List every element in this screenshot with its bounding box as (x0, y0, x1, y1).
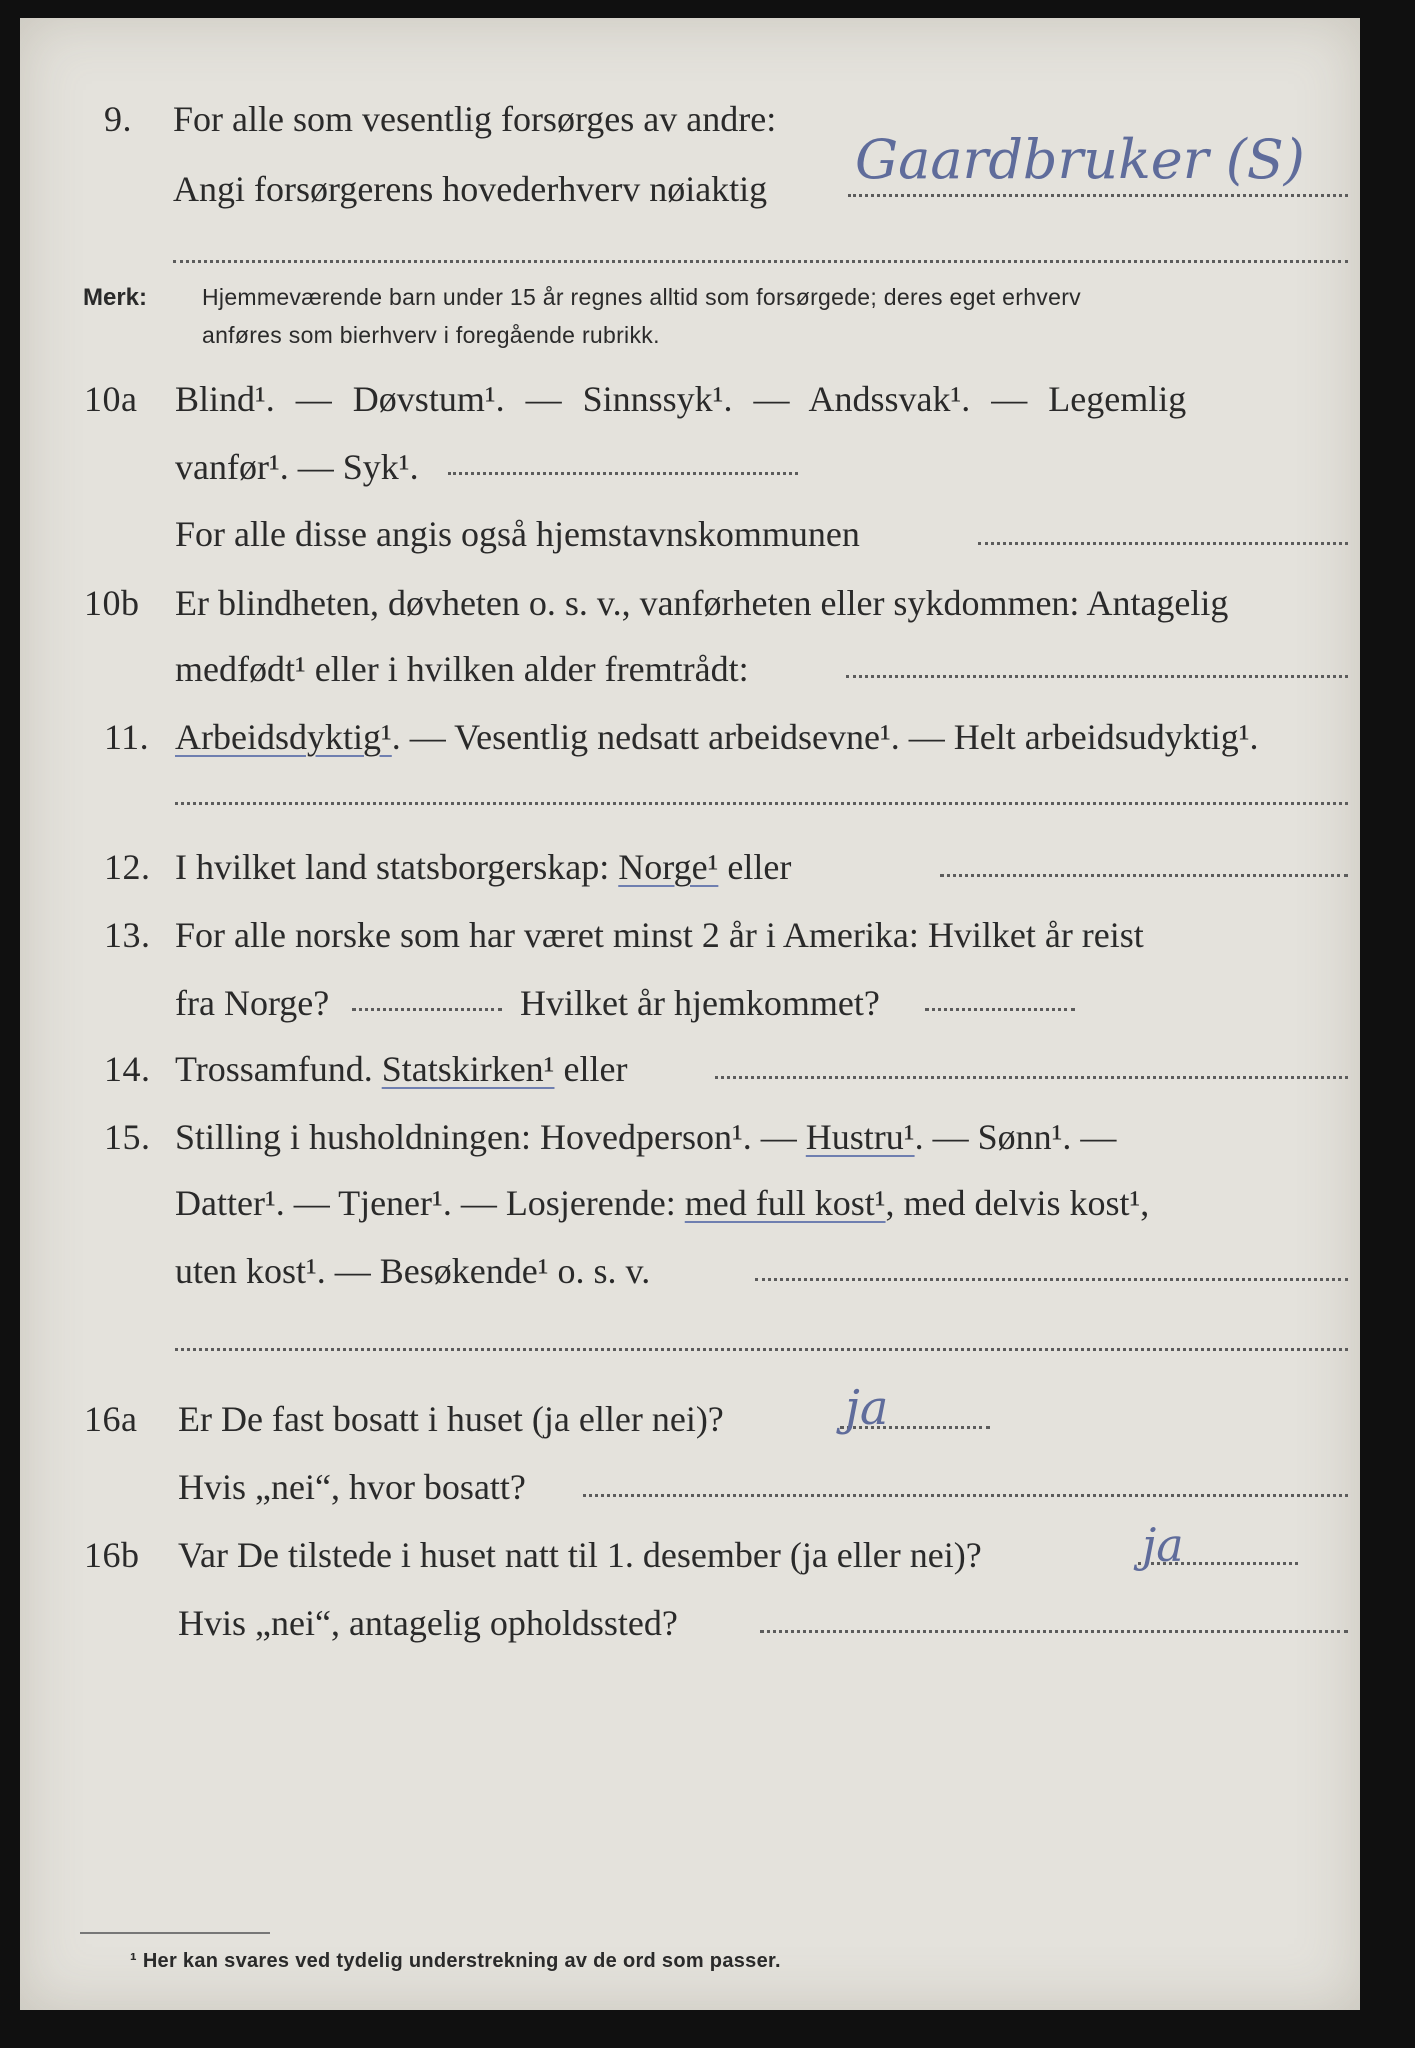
q10a-line3: For alle disse angis også hjemstavnskommunen (175, 514, 860, 554)
q13-line2b: Hvilket år hjemkommet? (520, 983, 880, 1023)
q11-option-arbeidsdyktig: Arbeidsdyktig¹ (175, 717, 392, 757)
q12-number: 12. (104, 847, 151, 887)
q14-post: eller (563, 1049, 628, 1089)
q11-extra-line (175, 802, 1348, 805)
q15-number: 15. (104, 1117, 151, 1157)
q15-line3-dots (755, 1278, 1348, 1281)
q14-dots (715, 1076, 1348, 1079)
q15-extra-line (175, 1348, 1348, 1351)
q10a-line1: Blind¹. — Døvstum¹. — Sinnssyk¹. — Andssvak¹. — Legemlig (175, 379, 1187, 419)
q16b-handwritten-answer: ja (1142, 1518, 1184, 1572)
q15-line2 (175, 1182, 1149, 1224)
q15-line1 (175, 1116, 1116, 1158)
footnote: ¹ Her kan svares ved tydelig understrekning av de ord som passer. (130, 1950, 781, 1972)
q9-line1: For alle som vesentlig forsørges av andre: (173, 99, 777, 139)
q15-line1c: . — Sønn¹. — (914, 1117, 1117, 1157)
q13-hjemkommet-dots (925, 1008, 1075, 1011)
q10b-number: 10b (84, 583, 140, 623)
q12-option-norge: Norge¹ (618, 847, 719, 887)
q9-extra-line (173, 260, 1348, 263)
q15-line2a: Datter¹. — Tjener¹. — Losjerende: (175, 1183, 676, 1223)
q13-number: 13. (104, 915, 151, 955)
q14-option-statskirken: Statskirken¹ (381, 1049, 555, 1089)
q10b-line2: medfødt¹ eller i hvilken alder fremtrådt: (175, 649, 749, 689)
merk-line1: Hjemmeværende barn under 15 år regnes alltid som forsørgede; deres eget erhverv (202, 284, 1081, 310)
q15-option-med-full-kost: med full kost¹ (684, 1183, 886, 1223)
q11-line (175, 716, 1259, 758)
q16a-line1: Er De fast bosatt i huset (ja eller nei)? (178, 1399, 724, 1439)
q12-pre: I hvilket land statsborgerskap: (175, 847, 610, 887)
q9-answer-line (848, 194, 1348, 197)
q15-line3: uten kost¹. — Besøkende¹ o. s. v. (175, 1251, 651, 1291)
q16a-line2-dots (583, 1494, 1348, 1497)
q9-handwritten-answer: Gaardbruker (S) (855, 128, 1305, 191)
q14-number: 14. (104, 1049, 151, 1089)
q11-number: 11. (104, 717, 150, 757)
q16b-line2: Hvis „nei“, antagelig opholdssted? (178, 1603, 678, 1643)
q15-option-hustru: Hustru¹ (805, 1117, 915, 1157)
q16a-handwritten-answer: ja (845, 1380, 889, 1436)
q16b-line2-dots (760, 1630, 1348, 1633)
census-form-page (20, 18, 1360, 2010)
q9-number: 9. (104, 99, 132, 139)
q10b-line2-dots (846, 675, 1348, 678)
q12-post: eller (727, 847, 792, 887)
q12-dots (940, 874, 1348, 877)
merk-label: Merk: (83, 284, 148, 311)
q12-line (175, 846, 791, 888)
q16a-line2: Hvis „nei“, hvor bosatt? (178, 1467, 526, 1507)
q13-line1: For alle norske som har været minst 2 år i Amerika: Hvilket år reist (175, 915, 1144, 955)
q14-pre: Trossamfund. (175, 1049, 373, 1089)
q15-line2c: , med delvis kost¹, (885, 1183, 1150, 1223)
q11-rest: . — Vesentlig nedsatt arbeidsevne¹. — Helt arbeidsudyktig¹. (391, 717, 1259, 757)
q13-line2a: fra Norge? (175, 983, 330, 1023)
q10a-line2-dots (448, 472, 798, 475)
merk-line2: anføres som bierhverv i foregående rubrikk. (202, 322, 660, 348)
q16b-line1: Var De tilstede i huset natt til 1. desember (ja eller nei)? (178, 1535, 982, 1575)
q14-line (175, 1048, 627, 1090)
q16a-number: 16a (84, 1399, 138, 1439)
q10a-line3-dots (978, 542, 1348, 545)
q10b-line1: Er blindheten, døvheten o. s. v., vanførheten eller sykdommen: Antagelig (175, 583, 1229, 623)
footnote-rule (80, 1932, 270, 1934)
q15-line1a: Stilling i husholdningen: Hovedperson¹. — (175, 1117, 797, 1157)
q10a-number: 10a (84, 379, 138, 419)
q9-line2: Angi forsørgerens hovederhverv nøiaktig (173, 169, 768, 209)
q13-reist-dots (352, 1008, 502, 1011)
q16b-number: 16b (84, 1535, 140, 1575)
q10a-line2: vanfør¹. — Syk¹. (175, 447, 419, 487)
